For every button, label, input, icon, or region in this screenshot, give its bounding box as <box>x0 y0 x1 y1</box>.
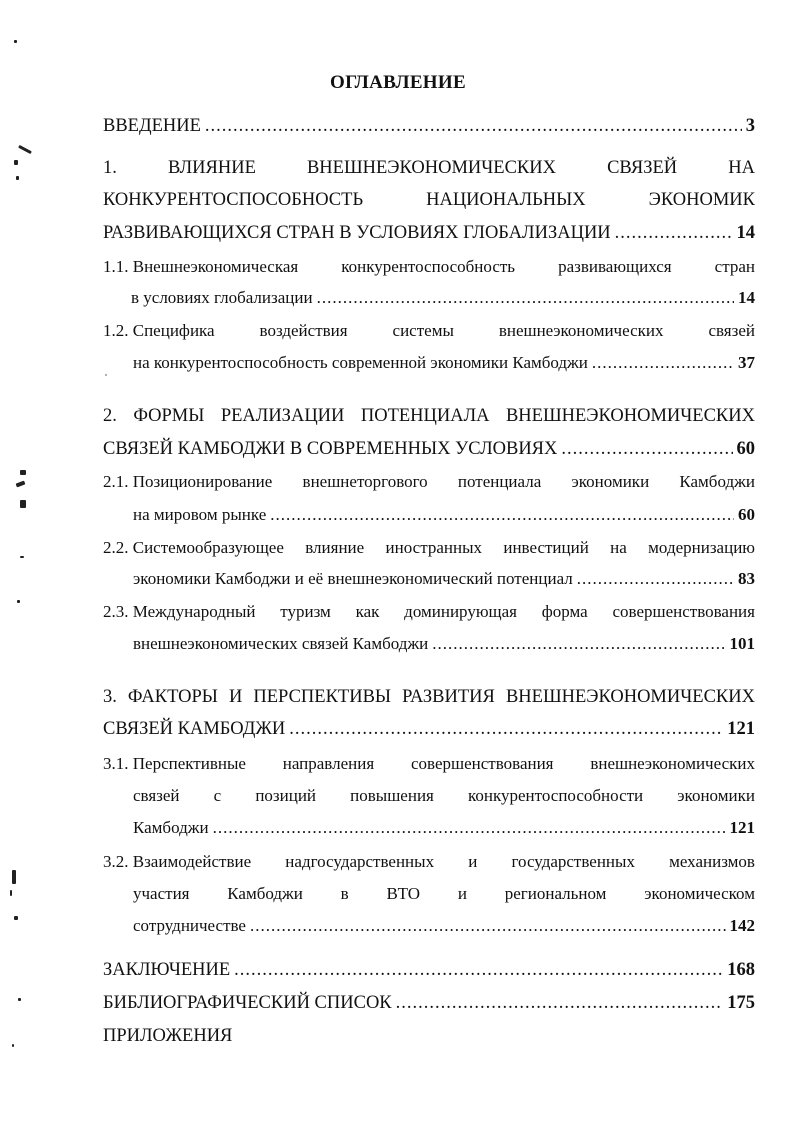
scan-speck <box>12 1044 14 1047</box>
toc-word: на <box>610 538 627 557</box>
toc-section-2-1-line1 <box>103 469 755 495</box>
toc-word: внешнеторгового <box>302 472 428 491</box>
toc-leader-dots <box>270 502 734 528</box>
toc-word: ЭКОНОМИК <box>648 190 755 210</box>
toc-leader-dots <box>234 957 723 983</box>
toc-word: ФАКТОРЫ <box>127 687 218 707</box>
toc-word: связей <box>133 786 180 805</box>
toc-word: 1.1. Внешнеэкономическая <box>103 257 299 276</box>
toc-section-2-2-line1 <box>103 535 755 561</box>
scan-speck <box>105 374 107 376</box>
toc-section-3-1-line1 <box>103 751 755 777</box>
toc-entry-text: на конкурентоспособность современной экономики Камбоджи <box>133 353 588 372</box>
toc-section-2-3-line1 <box>103 599 755 625</box>
toc-word: 3.2. Взаимодействие <box>103 852 252 871</box>
toc-word: 3. <box>103 687 117 707</box>
scan-speck <box>18 145 32 154</box>
toc-word: форма <box>541 602 588 621</box>
toc-chapter2-line2 <box>103 436 755 462</box>
toc-chapter1-line1 <box>103 155 755 181</box>
toc-page-number: 3 <box>745 116 755 136</box>
toc-entry-text: СВЯЗЕЙ КАМБОДЖИ <box>103 719 286 739</box>
toc-word: влияние <box>305 538 365 557</box>
toc-word: надгосударственных <box>285 852 435 871</box>
toc-page-number: 142 <box>729 916 755 935</box>
toc-word: иностранных <box>385 538 483 557</box>
toc-word: 2.2. Системообразующее <box>103 538 284 557</box>
toc-leader-dots <box>592 350 734 376</box>
toc-entry-text: экономики Камбоджи и её внешнеэкономический потенциал <box>133 569 573 588</box>
toc-page-number: 60 <box>738 505 755 524</box>
toc-word: ПОТЕНЦИАЛА <box>360 406 490 426</box>
toc-chapter3-line2 <box>103 716 755 742</box>
toc-entry-label: ВВЕДЕНИЕ <box>103 116 201 136</box>
toc-word: КОНКУРЕНТОСПОСОБНОСТЬ <box>103 190 364 210</box>
scan-speck <box>17 600 20 603</box>
scan-speck <box>20 470 26 475</box>
page-title: ОГЛАВЛЕНИЕ <box>330 72 466 93</box>
toc-leader-dots <box>577 566 734 592</box>
toc-entry-text: СВЯЗЕЙ КАМБОДЖИ В СОВРЕМЕННЫХ УСЛОВИЯХ <box>103 439 558 459</box>
toc-word: системы <box>392 321 454 340</box>
toc-word: ВНЕШНЕЭКОНОМИЧЕСКИХ <box>505 687 755 707</box>
toc-word: позиций <box>255 786 317 805</box>
toc-leader-dots <box>213 815 726 841</box>
toc-word: 1. <box>103 158 117 178</box>
scan-speck <box>20 556 24 558</box>
toc-leader-dots <box>317 285 734 311</box>
toc-word: внешнеэкономических <box>498 321 664 340</box>
toc-page-number: 14 <box>736 223 755 243</box>
toc-word: НА <box>728 158 755 178</box>
toc-word: модернизацию <box>648 538 755 557</box>
toc-word: экономики <box>571 472 650 491</box>
toc-entry-text: РАЗВИВАЮЩИХСЯ СТРАН В УСЛОВИЯХ ГЛОБАЛИЗАЦИИ <box>103 223 611 243</box>
toc-word: повышения <box>350 786 434 805</box>
toc-entry-text: ПРИЛОЖЕНИЯ <box>103 1026 233 1046</box>
toc-word: ПЕРСПЕКТИВЫ <box>253 687 392 707</box>
toc-section-3-1-line3 <box>133 815 755 841</box>
scan-speck <box>10 890 12 896</box>
toc-entry-text: внешнеэкономических связей Камбоджи <box>133 634 429 653</box>
toc-page-number: 121 <box>727 719 755 739</box>
toc-word: конкурентоспособности <box>468 786 644 805</box>
toc-entry-text: Камбоджи <box>133 818 209 837</box>
toc-word: потенциала <box>457 472 542 491</box>
toc-word: РАЗВИТИЯ <box>402 687 495 707</box>
toc-word: с <box>213 786 222 805</box>
scan-speck <box>14 916 18 920</box>
toc-entry-text: в условиях глобализации <box>131 288 313 307</box>
scan-speck <box>16 176 19 180</box>
toc-section-3-1-line2 <box>133 783 755 809</box>
toc-chapter3-line1 <box>103 684 755 710</box>
toc-section-3-2-line1 <box>103 849 755 875</box>
toc-word: ВНЕШНЕЭКОНОМИЧЕСКИХ <box>306 158 556 178</box>
scan-speck <box>20 500 26 508</box>
toc-word: ВТО <box>386 884 421 903</box>
toc-page-number: 101 <box>729 634 755 653</box>
toc-leader-dots <box>205 113 742 139</box>
toc-word: государственных <box>511 852 635 871</box>
toc-entry-text: ЗАКЛЮЧЕНИЕ <box>103 960 231 980</box>
toc-section-2-3-line2 <box>133 631 755 657</box>
toc-word: НАЦИОНАЛЬНЫХ <box>426 190 586 210</box>
toc-word: СВЯЗЕЙ <box>607 158 678 178</box>
scan-speck <box>12 870 16 884</box>
toc-chapter1-line2 <box>103 187 755 213</box>
toc-word: экономическом <box>644 884 755 903</box>
toc-word: 1.2. Специфика <box>103 321 215 340</box>
toc-word: Камбоджи <box>227 884 303 903</box>
toc-section-1-1-line1 <box>103 254 755 280</box>
toc-word: конкурентоспособность <box>341 257 516 276</box>
toc-word: доминирующая <box>404 602 517 621</box>
toc-section-3-2-line2 <box>133 881 755 907</box>
toc-section-1-2-line1 <box>103 318 755 344</box>
toc-word: инвестиций <box>503 538 589 557</box>
toc-page-number: 175 <box>727 993 755 1013</box>
toc-word: и <box>457 884 467 903</box>
toc-entry-text: на мировом рынке <box>133 505 267 524</box>
toc-entry-text: БИБЛИОГРАФИЧЕСКИЙ СПИСОК <box>103 993 392 1013</box>
scan-speck <box>14 40 17 43</box>
toc-word: туризм <box>280 602 331 621</box>
toc-word: и <box>468 852 478 871</box>
toc-word: стран <box>714 257 755 276</box>
toc-leader-dots <box>615 220 733 246</box>
toc-word: как <box>355 602 380 621</box>
toc-word: развивающихся <box>558 257 672 276</box>
toc-word: региональном <box>504 884 607 903</box>
toc-entry-bibliography <box>103 990 755 1016</box>
toc-leader-dots <box>432 631 725 657</box>
toc-entry-intro <box>103 113 755 139</box>
toc-word: внешнеэкономических <box>590 754 755 773</box>
toc-word: РЕАЛИЗАЦИИ <box>220 406 345 426</box>
toc-word: ФОРМЫ <box>133 406 205 426</box>
toc-page-number: 83 <box>738 569 755 588</box>
toc-section-1-1-line2 <box>131 285 755 311</box>
toc-chapter2-line1 <box>103 403 755 429</box>
toc-word: ВЛИЯНИЕ <box>167 158 256 178</box>
toc-word: связей <box>708 321 755 340</box>
toc-word: совершенствования <box>411 754 554 773</box>
toc-word: 2.3. Международный <box>103 602 256 621</box>
scan-speck <box>14 160 18 165</box>
toc-leader-dots <box>250 913 726 939</box>
toc-word: направления <box>282 754 375 773</box>
toc-page-number: 121 <box>729 818 755 837</box>
toc-entry-appendix <box>103 1023 755 1049</box>
toc-word: совершенствования <box>612 602 755 621</box>
toc-word: механизмов <box>669 852 755 871</box>
toc-word: И <box>228 687 243 707</box>
toc-page-number: 37 <box>738 353 755 372</box>
toc-section-3-2-line3 <box>133 913 755 939</box>
toc-word: Камбоджи <box>679 472 755 491</box>
toc-word: участия <box>133 884 190 903</box>
toc-page-number: 14 <box>738 288 755 307</box>
toc-word: ВНЕШНЕЭКОНОМИЧЕСКИХ <box>505 406 755 426</box>
toc-section-1-2-line2 <box>133 350 755 376</box>
scan-speck <box>18 998 21 1001</box>
toc-word: воздействия <box>259 321 348 340</box>
toc-entry-conclusion <box>103 957 755 983</box>
toc-word: в <box>340 884 349 903</box>
scan-speck <box>16 481 26 488</box>
toc-word: 2.1. Позиционирование <box>103 472 273 491</box>
toc-page-number: 60 <box>736 439 755 459</box>
toc-section-2-2-line2 <box>133 566 755 592</box>
toc-section-2-1-line2 <box>133 502 755 528</box>
toc-leader-dots <box>289 716 723 742</box>
toc-leader-dots <box>561 436 732 462</box>
toc-word: 2. <box>103 406 117 426</box>
toc-entry-text: сотрудничестве <box>133 916 246 935</box>
toc-word: экономики <box>677 786 755 805</box>
toc-page-number: 168 <box>727 960 755 980</box>
toc-chapter1-line3 <box>103 220 755 246</box>
toc-leader-dots <box>396 990 724 1016</box>
toc-word: 3.1. Перспективные <box>103 754 246 773</box>
